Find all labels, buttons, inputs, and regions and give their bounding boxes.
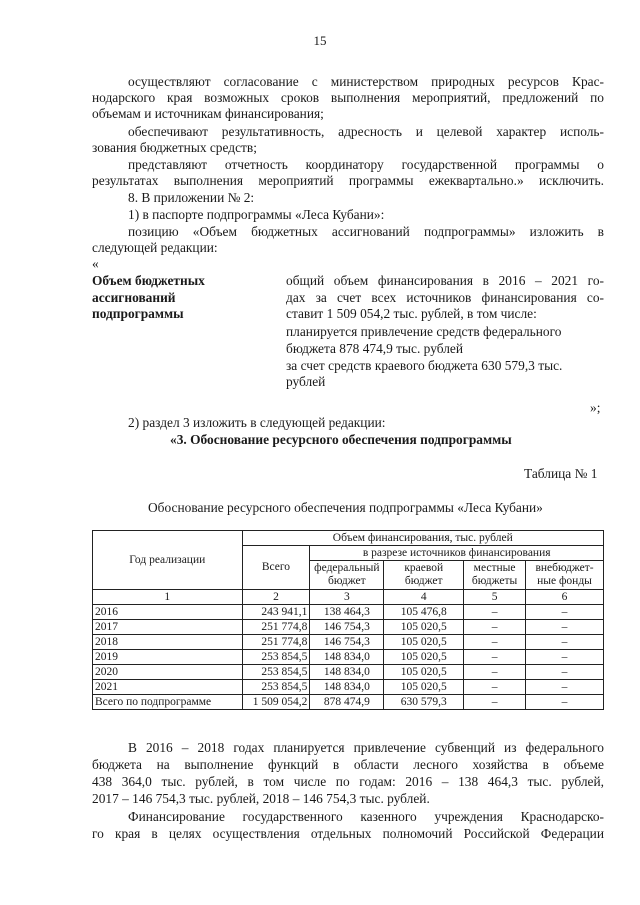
column-number: 4 bbox=[384, 590, 464, 605]
table-total-row bbox=[93, 695, 604, 710]
table-row bbox=[93, 635, 604, 650]
column-number: 3 bbox=[310, 590, 384, 605]
cell-federal: 148 834,0 bbox=[310, 650, 384, 665]
cell-local: – bbox=[464, 695, 526, 710]
intro-line: обеспечивают результативность, адресность и целевой характер исполь- bbox=[128, 124, 604, 139]
table-row bbox=[93, 650, 604, 665]
intro-line: осуществляют согласование с министерством природных ресурсов Крас- bbox=[128, 74, 604, 89]
table-label: Таблица № 1 bbox=[524, 466, 598, 481]
section-heading: «3. Обоснование ресурсного обеспечения подпрограммы bbox=[170, 432, 512, 447]
cell-extra: – bbox=[526, 635, 604, 650]
cell-regional: 105 020,5 bbox=[384, 665, 464, 680]
cell-extra: – bbox=[526, 680, 604, 695]
cell-year: 2016 bbox=[93, 605, 243, 620]
cell-extra: – bbox=[526, 605, 604, 620]
cell-federal: 146 754,3 bbox=[310, 620, 384, 635]
cell-regional: 105 020,5 bbox=[384, 635, 464, 650]
table-row bbox=[93, 680, 604, 695]
financing-table bbox=[92, 530, 604, 710]
intro-line: « bbox=[92, 256, 99, 271]
passport-label: ассигнований bbox=[92, 290, 176, 305]
cell-year: 2017 bbox=[93, 620, 243, 635]
outro-line: В 2016 – 2018 годах планируется привлечение субвенций из федерального bbox=[128, 740, 604, 755]
cell-regional: 105 020,5 bbox=[384, 620, 464, 635]
intro-line: зования бюджетных средств; bbox=[92, 140, 257, 155]
cell-local: – bbox=[464, 635, 526, 650]
outro-line: 2017 – 146 754,3 тыс. рублей, 2018 – 146 754,3 тыс. рублей. bbox=[92, 791, 430, 806]
intro-line: результатах выполнения мероприятий программы ежеквартально.» исключить. bbox=[92, 173, 604, 188]
cell-year: 2019 bbox=[93, 650, 243, 665]
cell-federal: 148 834,0 bbox=[310, 665, 384, 680]
table-title: Обоснование ресурсного обеспечения подпрограммы «Леса Кубани» bbox=[148, 500, 543, 515]
column-number: 6 bbox=[526, 590, 604, 605]
cell-federal: 878 474,9 bbox=[310, 695, 384, 710]
cell-total: 253 854,5 bbox=[242, 650, 310, 665]
column-number: 1 bbox=[93, 590, 243, 605]
intro-line: 1) в паспорте подпрограммы «Леса Кубани»: bbox=[128, 207, 385, 222]
passport-value: дах за счет всех источников финансирования со- bbox=[286, 290, 604, 305]
table-row bbox=[93, 620, 604, 635]
cell-year: 2018 bbox=[93, 635, 243, 650]
cell-local: – bbox=[464, 620, 526, 635]
intro-line: позицию «Объем бюджетных ассигнований подпрограммы» изложить в bbox=[128, 224, 604, 239]
outro-line: 438 364,0 тыс. рублей, в том числе по годам: 2016 – 138 464,3 тыс. рублей, bbox=[92, 774, 604, 789]
header-sources: в разрезе источников финансирования bbox=[310, 546, 604, 561]
passport-closing: »; bbox=[590, 400, 601, 415]
passport-value: ставит 1 509 054,2 тыс. рублей, в том числе: bbox=[286, 306, 537, 321]
passport-value: планируется привлечение средств федерального bbox=[286, 324, 562, 339]
cell-regional: 105 020,5 bbox=[384, 650, 464, 665]
cell-regional: 105 476,8 bbox=[384, 605, 464, 620]
passport-value: рублей bbox=[286, 374, 326, 389]
cell-regional: 105 020,5 bbox=[384, 680, 464, 695]
cell-total: 1 509 054,2 bbox=[242, 695, 310, 710]
header-year: Год реализации bbox=[93, 531, 243, 590]
cell-local: – bbox=[464, 650, 526, 665]
intro-line: представляют отчетность координатору государственной программы о bbox=[128, 157, 604, 172]
column-number-row bbox=[93, 590, 604, 605]
cell-extra: – bbox=[526, 650, 604, 665]
passport-value: за счет средств краевого бюджета 630 579,3 тыс. bbox=[286, 358, 563, 373]
cell-total: 253 854,5 bbox=[242, 680, 310, 695]
header-local: местные бюджеты bbox=[464, 561, 526, 590]
cell-federal: 146 754,3 bbox=[310, 635, 384, 650]
page-number: 15 bbox=[313, 33, 327, 48]
cell-total: 243 941,1 bbox=[242, 605, 310, 620]
cell-local: – bbox=[464, 605, 526, 620]
header-regional: краевой бюджет bbox=[384, 561, 464, 590]
passport-label: Объем бюджетных bbox=[92, 273, 205, 288]
header-financing: Объем финансирования, тыс. рублей bbox=[242, 531, 603, 546]
header-total: Всего bbox=[242, 546, 310, 590]
table-row bbox=[93, 605, 604, 620]
intro-line: нодарского края возможных сроков выполнения мероприятий, предложений по bbox=[92, 90, 604, 105]
cell-year: 2020 bbox=[93, 665, 243, 680]
cell-local: – bbox=[464, 680, 526, 695]
cell-total: 251 774,8 bbox=[242, 620, 310, 635]
outro-line: бюджета на выполнение функций в области лесного хозяйства в объеме bbox=[92, 757, 604, 772]
header-extra: внебюджет-ные фонды bbox=[526, 561, 604, 590]
cell-extra: – bbox=[526, 695, 604, 710]
column-number: 2 bbox=[242, 590, 310, 605]
cell-total: 253 854,5 bbox=[242, 665, 310, 680]
cell-federal: 138 464,3 bbox=[310, 605, 384, 620]
intro-line: объемам и источникам финансирования; bbox=[92, 106, 324, 121]
intro-line: 8. В приложении № 2: bbox=[128, 190, 255, 205]
cell-total: 251 774,8 bbox=[242, 635, 310, 650]
passport-value: общий объем финансирования в 2016 – 2021 го- bbox=[286, 273, 604, 288]
outro-line: го края в целях осуществления отдельных полномочий Российской Федерации bbox=[92, 826, 604, 841]
outro-line: Финансирование государственного казенного учреждения Краснодарско- bbox=[128, 809, 604, 824]
section-item-2: 2) раздел 3 изложить в следующей редакции: bbox=[128, 415, 386, 430]
table-row bbox=[93, 665, 604, 680]
intro-line: следующей редакции: bbox=[92, 240, 218, 255]
passport-value: бюджета 878 474,9 тыс. рублей bbox=[286, 341, 463, 356]
cell-federal: 148 834,0 bbox=[310, 680, 384, 695]
cell-extra: – bbox=[526, 620, 604, 635]
cell-year: Всего по подпрограмме bbox=[93, 695, 243, 710]
cell-regional: 630 579,3 bbox=[384, 695, 464, 710]
header-federal: федеральный бюджет bbox=[310, 561, 384, 590]
cell-local: – bbox=[464, 665, 526, 680]
column-number: 5 bbox=[464, 590, 526, 605]
cell-extra: – bbox=[526, 665, 604, 680]
passport-label: подпрограммы bbox=[92, 306, 184, 321]
cell-year: 2021 bbox=[93, 680, 243, 695]
